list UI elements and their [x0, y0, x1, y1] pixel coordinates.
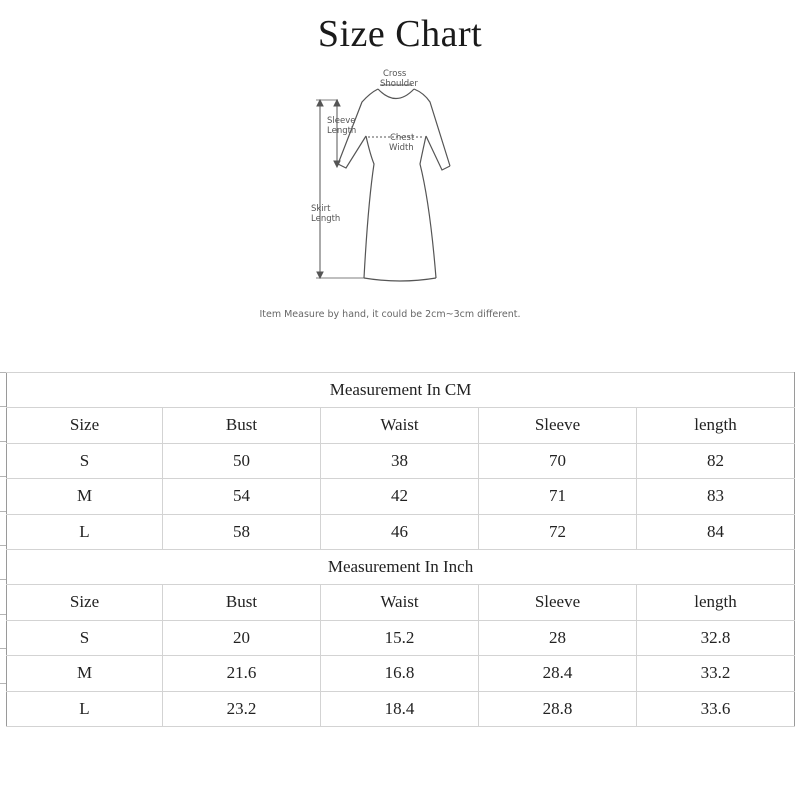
skirt-arrow-head-bottom [317, 272, 323, 278]
cell-size: M [7, 479, 163, 515]
cell-length: 32.8 [637, 620, 795, 656]
body-right-side [420, 136, 436, 278]
col-header-waist: Waist [321, 585, 479, 621]
table-row [7, 443, 795, 479]
cell-size: S [7, 443, 163, 479]
cell-waist: 42 [321, 479, 479, 515]
measurement-arrows [316, 85, 412, 278]
table-row [7, 514, 795, 550]
label-sleeve: Sleeve [327, 116, 356, 126]
table-row [7, 479, 795, 515]
cell-bust: 20 [163, 620, 321, 656]
inch-heading-row [7, 550, 795, 585]
cell-length: 33.2 [637, 656, 795, 692]
label-sleeve-length: Length [327, 126, 357, 136]
cell-sleeve: 28.4 [479, 656, 637, 692]
cell-sleeve: 70 [479, 443, 637, 479]
size-table-container [6, 372, 794, 727]
col-header-length: length [637, 585, 795, 621]
label-chest: Chest [390, 133, 415, 143]
col-header-sleeve: Sleeve [479, 408, 637, 444]
hem [364, 278, 436, 281]
inch-header-row [7, 585, 795, 621]
cell-length: 83 [637, 479, 795, 515]
cell-size: L [7, 691, 163, 727]
cell-length: 33.6 [637, 691, 795, 727]
size-table [6, 372, 795, 727]
col-header-bust: Bust [163, 408, 321, 444]
cell-waist: 18.4 [321, 691, 479, 727]
cell-waist: 16.8 [321, 656, 479, 692]
col-header-waist: Waist [321, 408, 479, 444]
right-sleeve-outer [414, 89, 450, 166]
cell-waist: 15.2 [321, 620, 479, 656]
cell-size: L [7, 514, 163, 550]
measurement-note: Item Measure by hand, it could be 2cm~3cm different. [259, 309, 521, 320]
cell-waist: 38 [321, 443, 479, 479]
body-left-side [364, 136, 374, 278]
cell-bust: 54 [163, 479, 321, 515]
cell-waist: 46 [321, 514, 479, 550]
page-title: Size Chart [317, 13, 483, 55]
cell-size: M [7, 656, 163, 692]
cell-bust: 58 [163, 514, 321, 550]
sleeve-arrow-head-top [334, 100, 340, 106]
cm-header-row [7, 408, 795, 444]
skirt-arrow-head-top [317, 100, 323, 106]
cell-sleeve: 72 [479, 514, 637, 550]
table-row [7, 691, 795, 727]
label-shoulder: Shoulder [380, 79, 418, 89]
cell-sleeve: 71 [479, 479, 637, 515]
col-header-bust: Bust [163, 585, 321, 621]
inch-heading: Measurement In Inch [7, 550, 795, 585]
cm-heading-row [7, 373, 795, 408]
label-skirt-length: Length [311, 214, 341, 224]
cell-bust: 50 [163, 443, 321, 479]
table-row [7, 620, 795, 656]
cell-sleeve: 28.8 [479, 691, 637, 727]
cell-size: S [7, 620, 163, 656]
col-header-size: Size [7, 408, 163, 444]
label-cross: Cross [383, 69, 407, 79]
label-skirt: Skirt [311, 204, 331, 214]
col-header-sleeve: Sleeve [479, 585, 637, 621]
cell-length: 84 [637, 514, 795, 550]
cm-heading: Measurement In CM [7, 373, 795, 408]
table-row [7, 656, 795, 692]
cell-bust: 23.2 [163, 691, 321, 727]
col-header-size: Size [7, 585, 163, 621]
cell-sleeve: 28 [479, 620, 637, 656]
label-chest-width: Width [389, 143, 414, 153]
dress-measurement-diagram [290, 64, 490, 294]
dress-diagram-svg [290, 64, 490, 294]
cell-length: 82 [637, 443, 795, 479]
neckline [378, 89, 414, 99]
cell-bust: 21.6 [163, 656, 321, 692]
col-header-length: length [637, 408, 795, 444]
